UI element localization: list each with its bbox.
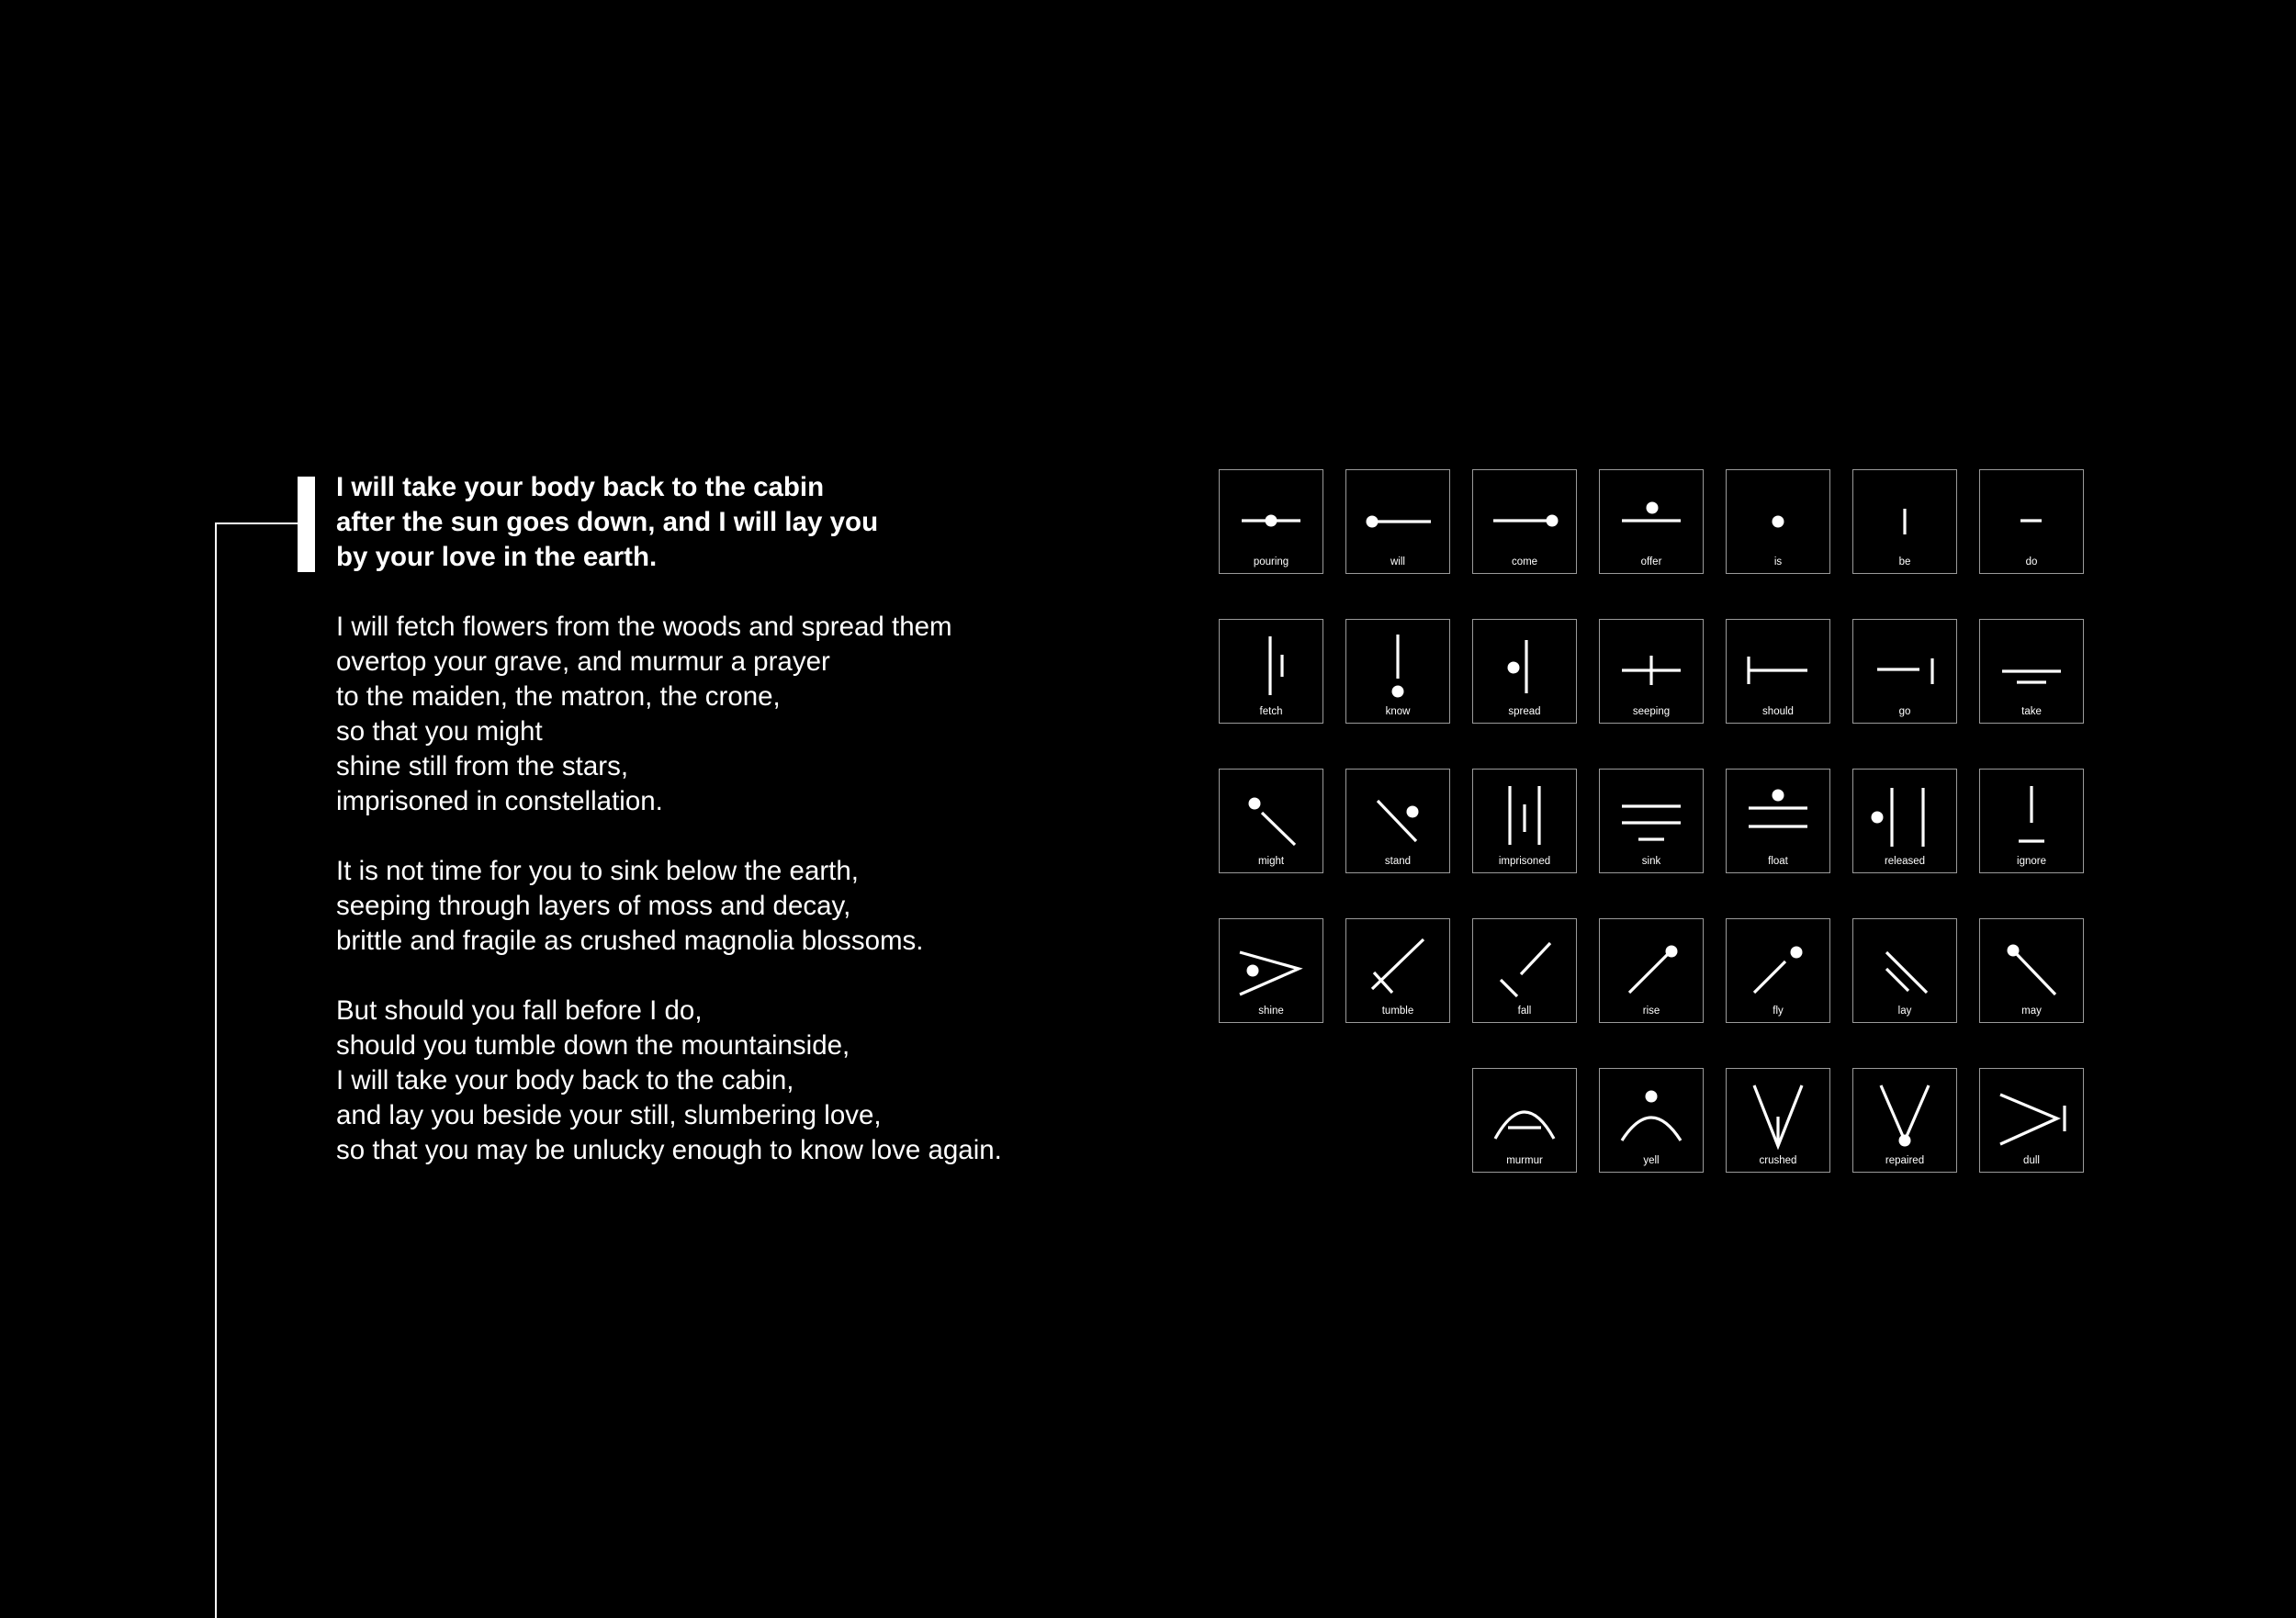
glyph-label: fetch xyxy=(1259,706,1283,717)
glyph-label: yell xyxy=(1643,1155,1660,1166)
glyph-label: imprisoned xyxy=(1498,856,1551,867)
glyph-label: is xyxy=(1773,556,1783,567)
glyph-tile xyxy=(1599,619,1704,724)
glyph-tile xyxy=(1726,619,1830,724)
glyph-label: might xyxy=(1257,856,1285,867)
glyph-label: know xyxy=(1385,706,1411,717)
glyph-label: offer xyxy=(1640,556,1662,567)
poem-line: to the maiden, the matron, the crone, xyxy=(336,681,781,712)
glyph-tile xyxy=(1599,769,1704,873)
glyph-tile xyxy=(1472,469,1577,574)
glyph-label: repaired xyxy=(1885,1155,1925,1166)
glyph-label: do xyxy=(2025,556,2038,567)
glyph-label: come xyxy=(1511,556,1538,567)
poem-stanza xyxy=(336,470,1089,575)
glyph-tile xyxy=(1345,469,1450,574)
glyph-tile xyxy=(1979,619,2084,724)
glyph-tile xyxy=(1345,918,1450,1023)
glyph-tile xyxy=(1726,1068,1830,1173)
poem-line: I will take your body back to the cabin xyxy=(336,472,825,502)
glyph-tile xyxy=(1599,469,1704,574)
poem-line: overtop your grave, and murmur a prayer xyxy=(336,646,830,677)
poem-line: imprisoned in constellation. xyxy=(336,786,663,816)
poem-line: It is not time for you to sink below the earth, xyxy=(336,856,859,886)
poem-line: and lay you beside your still, slumbering love, xyxy=(336,1100,882,1130)
glyph-tile xyxy=(1852,619,1957,724)
poem-line: But should you fall before I do, xyxy=(336,995,703,1026)
glyph-label: stand xyxy=(1384,856,1412,867)
poem-line: so that you might xyxy=(336,716,543,747)
glyph-tile xyxy=(1472,769,1577,873)
poem-line: I will fetch flowers from the woods and spread them xyxy=(336,612,952,642)
glyph-label: ignore xyxy=(2017,856,2046,867)
glyph-label: fly xyxy=(1773,1006,1784,1017)
glyph-label: shine xyxy=(1258,1006,1284,1017)
glyph-tile xyxy=(1219,469,1323,574)
poem-line: brittle and fragile as crushed magnolia blossoms. xyxy=(336,926,924,956)
glyph-label: float xyxy=(1768,856,1788,867)
glyph-label: spread xyxy=(1508,706,1541,717)
poem-stanza xyxy=(336,994,1089,1168)
glyph-tile xyxy=(1852,469,1957,574)
glyph-tile xyxy=(1979,769,2084,873)
poem-text xyxy=(336,470,1089,1203)
glyph-tile xyxy=(1726,469,1830,574)
glyph-tile xyxy=(1599,1068,1704,1173)
glyph-label: fall xyxy=(1517,1006,1532,1017)
glyph-label: be xyxy=(1898,556,1911,567)
poem-line: by your love in the earth. xyxy=(336,542,658,572)
poem-line: seeping through layers of moss and decay, xyxy=(336,891,851,921)
glyph-tile xyxy=(1852,918,1957,1023)
glyph-label: crushed xyxy=(1759,1155,1797,1166)
glyph-label: seeping xyxy=(1632,706,1671,717)
glyph-label: go xyxy=(1898,706,1911,717)
poem-line: I will take your body back to the cabin, xyxy=(336,1065,794,1096)
glyph-tile xyxy=(1345,769,1450,873)
poem-stanza xyxy=(336,854,1089,959)
glyph-label: will xyxy=(1390,556,1405,567)
glyph-label: pouring xyxy=(1253,556,1289,567)
glyph-tile xyxy=(1852,1068,1957,1173)
glyph-label: rise xyxy=(1642,1006,1660,1017)
glyph-label: sink xyxy=(1641,856,1661,867)
glyph-label: lay xyxy=(1897,1006,1912,1017)
glyph-tile xyxy=(1472,619,1577,724)
glyph-label: may xyxy=(2021,1006,2042,1017)
poem-line: should you tumble down the mountainside, xyxy=(336,1030,850,1061)
glyph-tile xyxy=(1599,918,1704,1023)
glyph-tile xyxy=(1979,469,2084,574)
glyph-tile xyxy=(1219,918,1323,1023)
glyph-tile xyxy=(1219,619,1323,724)
poem-line: after the sun goes down, and I will lay you xyxy=(336,507,879,537)
glyph-label: released xyxy=(1884,856,1926,867)
glyph-tile xyxy=(1345,619,1450,724)
poem-line: so that you may be unlucky enough to know love again. xyxy=(336,1135,1002,1165)
stanza-marker-bar xyxy=(298,477,315,572)
glyph-tile xyxy=(1726,918,1830,1023)
glyph-tile xyxy=(1472,918,1577,1023)
glyph-label: tumble xyxy=(1381,1006,1414,1017)
glyph-label: murmur xyxy=(1506,1155,1543,1166)
glyph-tile xyxy=(1726,769,1830,873)
glyph-label: take xyxy=(2021,706,2042,717)
glyph-tile xyxy=(1979,918,2084,1023)
glyph-label: dull xyxy=(2023,1155,2040,1166)
glyph-tile xyxy=(1472,1068,1577,1173)
glyph-label: should xyxy=(1762,706,1794,717)
poem-line: shine still from the stars, xyxy=(336,751,629,781)
glyph-tile xyxy=(1219,769,1323,873)
glyph-tile xyxy=(1979,1068,2084,1173)
poem-stanza xyxy=(336,610,1089,819)
glyph-tile xyxy=(1852,769,1957,873)
